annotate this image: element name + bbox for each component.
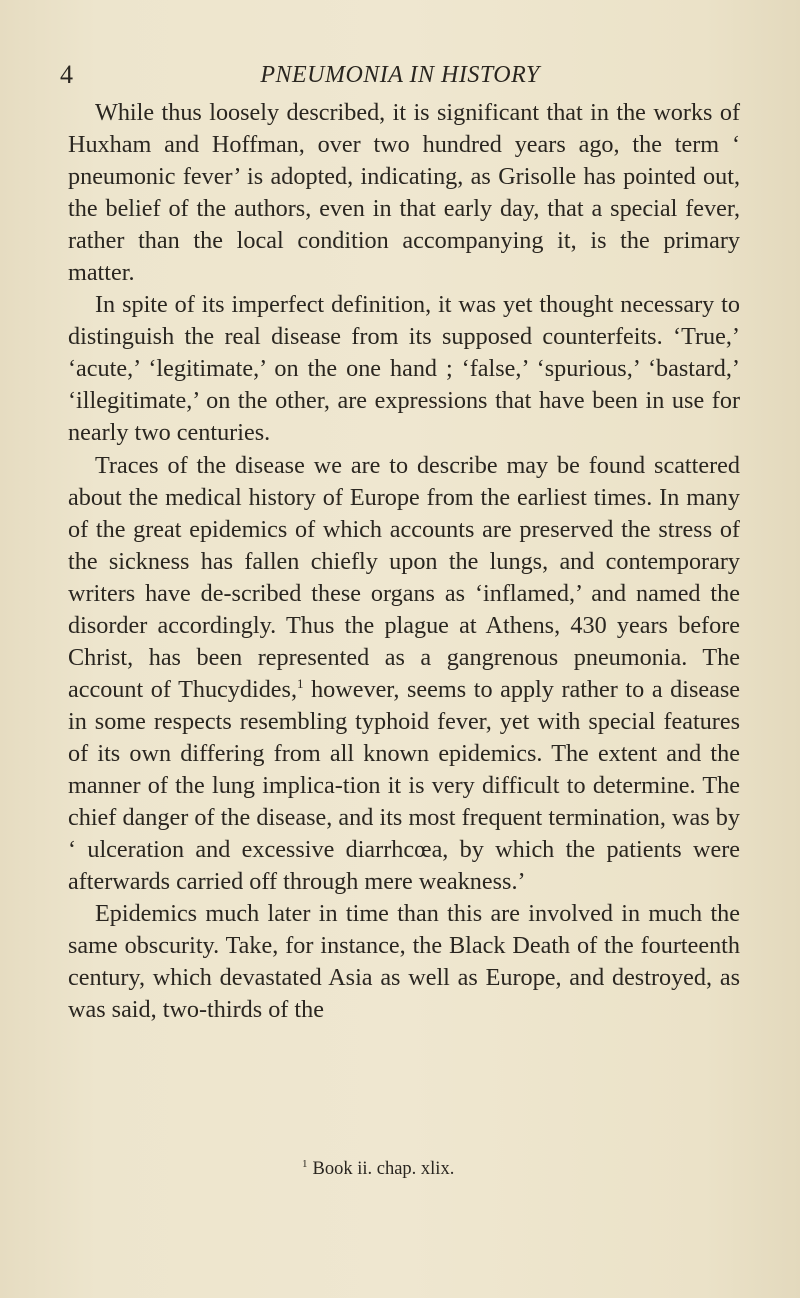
body-text — [68, 97, 740, 1026]
footnote-reference-mark: 1 — [297, 675, 304, 691]
paragraph-3 — [68, 450, 740, 899]
page-header — [60, 60, 740, 90]
footnote — [302, 1157, 454, 1181]
footnote-mark: 1 — [302, 1158, 308, 1170]
paragraph-4: Epidemics much later in time than this are involved in much the same obscurity. Take, for instance, the Black Death of the fourteenth century, which devastated Asia as well as Europe, and destroyed, as was said, two-thirds of the — [68, 900, 740, 1024]
paragraph-3-text-before-note: Traces of the disease we are to describe may be found scattered about the medical history of Europe from the earliest times. In many of the great epidemics of which accounts are preserved the stress of the sickness has fallen chiefly upon the lungs, and contemporary writers have de-scribed these organs as ‘inflamed,’ and named the disorder accordingly. Thus the plague at Athens, 430 years before Christ, has been represented as a gangrenous pneumonia. The account of Thucydides, — [68, 451, 740, 703]
page-number: 4 — [60, 60, 73, 89]
footnote-text: Book ii. chap. xlix. — [312, 1159, 455, 1179]
paragraph-3-text-after-note: however, seems to apply rather to a disease in some respects resembling typhoid fever, yet with special features of its own differing from all known epidemics. The extent and the manner of the lung implica-tion it is very difficult to determine. The chief danger of the disease, and its most frequent termination, was by ‘ ulceration and excessive diarrhcœa, by which the patients were afterwards carried off through mere weakness.’ — [68, 675, 740, 896]
running-title: PNEUMONIA IN HISTORY — [260, 62, 540, 88]
paragraph-2: In spite of its imperfect definition, it was yet thought necessary to distinguish the real disease from its supposed counterfeits. ‘True,’ ‘acute,’ ‘legitimate,’ on the one hand ; ‘false,’ ‘spurious,’ ‘bastard,’ ‘illegitimate,’ on the other, are expressions that have been in use for nearly two centuries. — [68, 291, 740, 447]
paragraph-1: While thus loosely described, it is significant that in the works of Huxham and Hoffman, over two hundred years ago, the term ‘ pneumonic fever’ is adopted, indicating, as Grisolle has pointed out, the belief of the authors, even in that early day, that a special fever, rather than the local condition accompanying it, is the primary matter. — [68, 99, 740, 287]
